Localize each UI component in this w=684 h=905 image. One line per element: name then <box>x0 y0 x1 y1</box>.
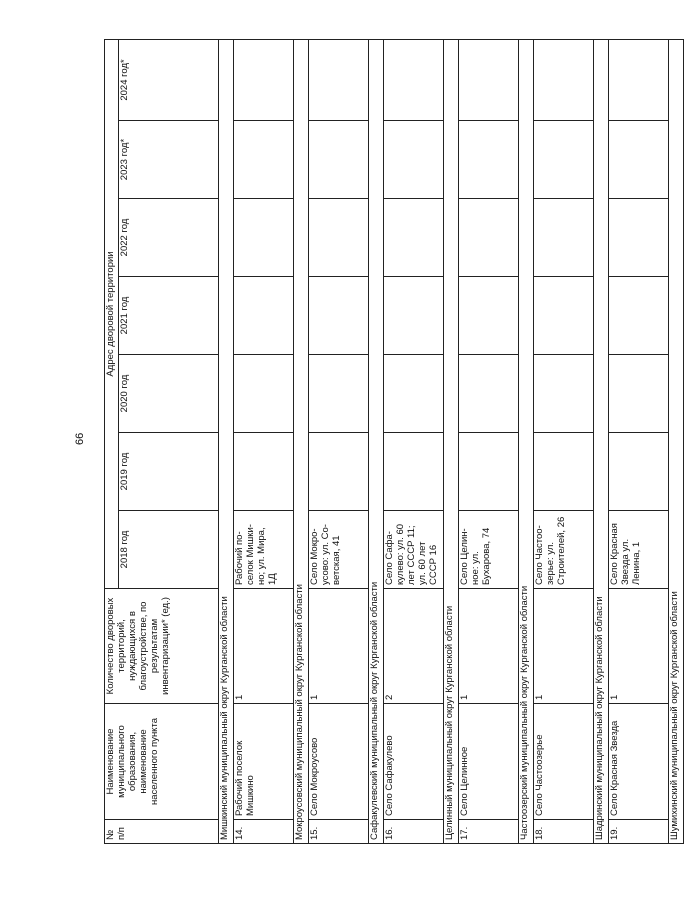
header-year: 2022 год <box>118 199 218 277</box>
row-count: 2 <box>383 589 443 704</box>
section-title: Частоозерский муниципальный округ Курганской области <box>518 39 533 843</box>
yard-territories-table <box>104 40 680 844</box>
header-year: 2024 год* <box>118 39 218 120</box>
section-title: Целинный муниципальный округ Курганской области <box>443 39 458 843</box>
table-row <box>533 39 593 843</box>
table-row <box>233 39 293 843</box>
row-num: 18. <box>533 820 593 844</box>
row-address-2018: Село Частоо-зерье: ул. Строителей, 26 <box>533 511 593 589</box>
header-year: 2020 год <box>118 355 218 433</box>
row-address-2018: Село Сафа-кулево: ул. 60 лет СССР 11; ул. 60 лет СССР 16 <box>383 511 443 589</box>
row-name: Село Целинное <box>458 704 518 820</box>
section-title: Мишкинский муниципальный округ Курганской области <box>218 39 233 843</box>
row-name: Село Красная Звезда <box>608 704 668 820</box>
row-count: 1 <box>308 589 368 704</box>
row-count: 1 <box>608 589 668 704</box>
table-row <box>383 39 443 843</box>
section-title: Шадринский муниципальный округ Курганской области <box>593 39 608 843</box>
row-address-2018: Село Красная Звезда ул. Ленина, 1 <box>608 511 668 589</box>
header-year: 2023 год* <box>118 121 218 199</box>
row-num: 15. <box>308 820 368 844</box>
header-year: 2018 год <box>118 511 218 589</box>
header-year: 2019 год <box>118 433 218 511</box>
table-row <box>308 39 368 843</box>
section-title: Сафакулевский муниципальный округ Курганской области <box>368 39 383 843</box>
row-address-2018: Село Мокро-усово: ул. Со-ветская, 41 <box>308 511 368 589</box>
row-name: Село Мокроусово <box>308 704 368 820</box>
page-number: 66 <box>74 432 86 445</box>
table-row <box>608 39 668 843</box>
row-count: 1 <box>533 589 593 704</box>
row-name: Село Частоозерье <box>533 704 593 820</box>
header-name: Наименование муниципального образования, наименование населенного пункта <box>105 704 219 820</box>
table-row <box>458 39 518 843</box>
section-title: Мокроусовский муниципальный округ Курганской области <box>293 39 308 843</box>
row-num: 19. <box>608 820 668 844</box>
header-count: Количество дворовых территорий, нуждающихся в благоустройстве, по результатам инвентаризации* (ед.) <box>105 589 219 704</box>
header-num: № п/п <box>105 820 219 844</box>
section-title: Шумихинский муниципальный округ Курганской области <box>668 39 683 843</box>
row-num: 14. <box>233 820 293 844</box>
row-name: Рабочий поселок Мишкино <box>233 704 293 820</box>
row-count: 1 <box>233 589 293 704</box>
row-name: Село Сафакулево <box>383 704 443 820</box>
header-year: 2021 год <box>118 277 218 355</box>
row-count: 1 <box>458 589 518 704</box>
row-address-2018: Рабочий по-селок Мишки-но; ул. Мира, 1Д <box>233 511 293 589</box>
row-num: 17. <box>458 820 518 844</box>
row-num: 16. <box>383 820 443 844</box>
header-address-group: Адрес дворовой территории <box>105 39 119 588</box>
row-address-2018: Село Целин-ное: ул. Бухарова, 74 <box>458 511 518 589</box>
